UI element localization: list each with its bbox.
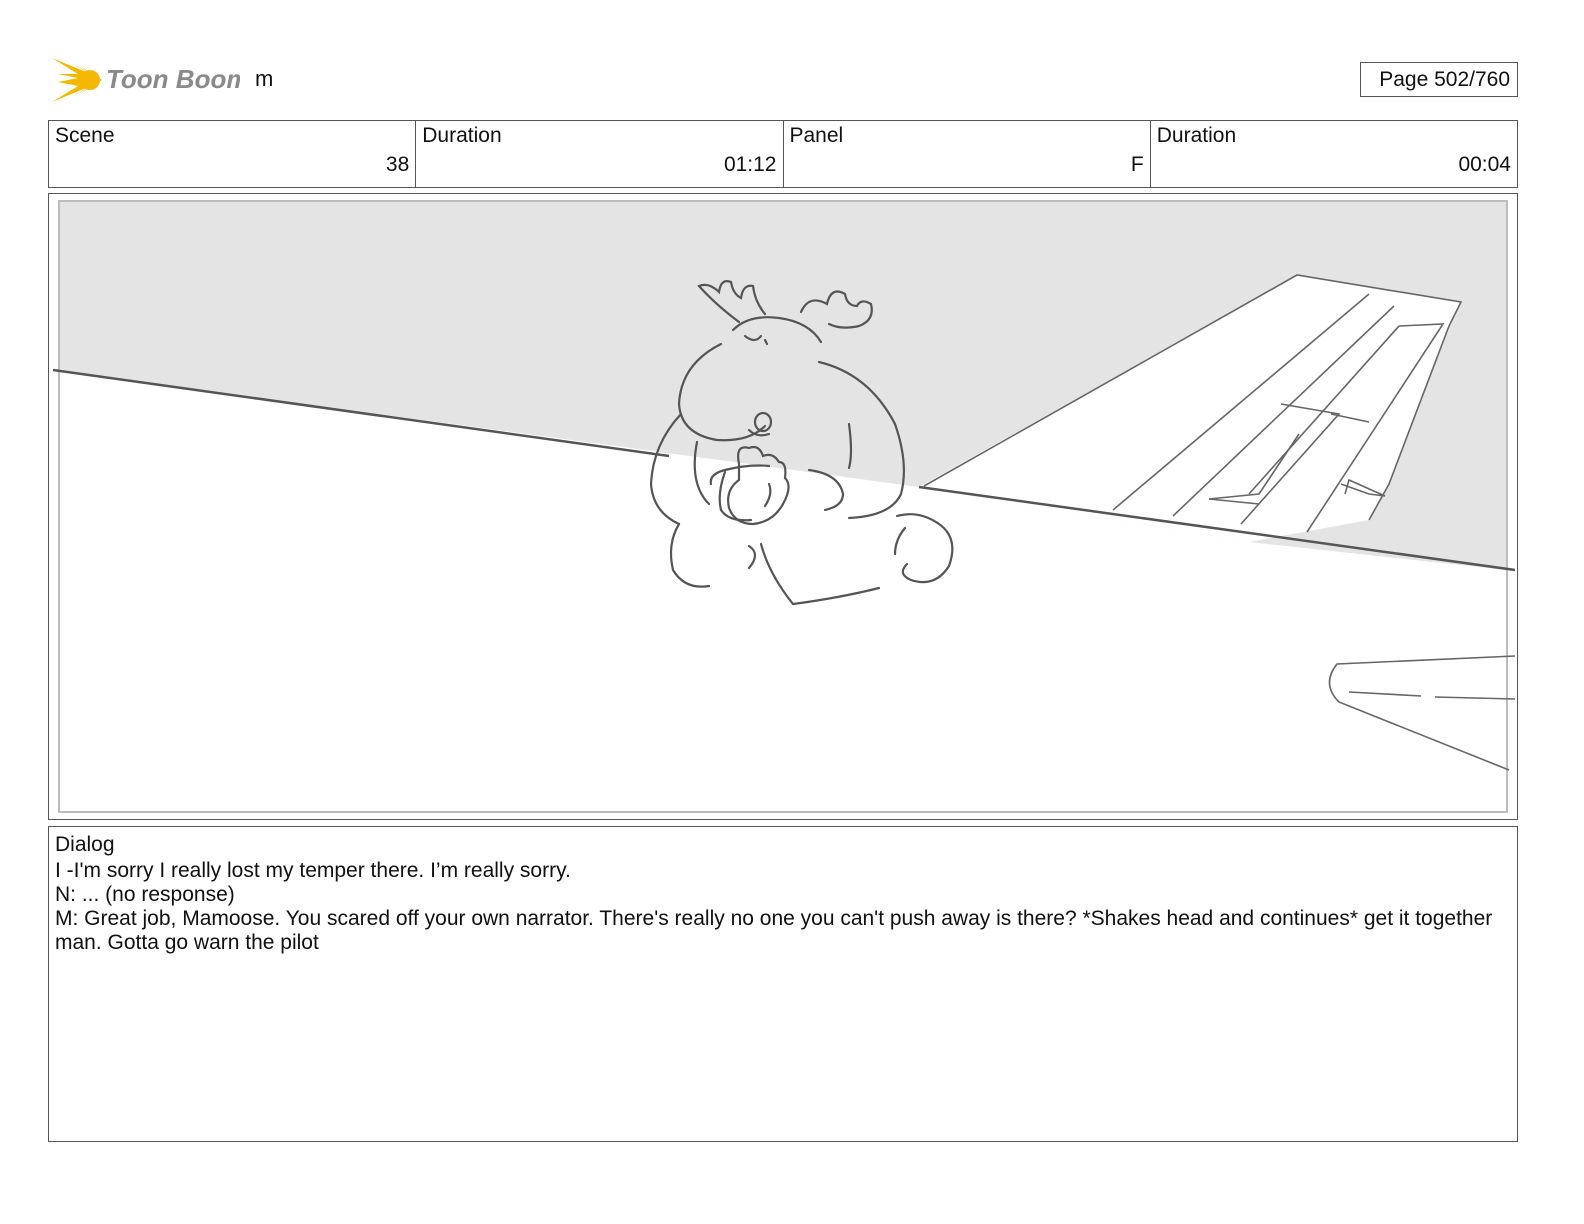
page-number: Page 502/760 (1360, 62, 1518, 97)
panel-duration-label: Duration (1156, 124, 1237, 147)
dialog-line: I -I'm sorry I really lost my temper there. I’m really sorry. (55, 859, 571, 882)
dialog-section (48, 826, 1518, 1142)
panel-cell (784, 121, 1151, 187)
project-name: m (255, 66, 274, 91)
dialog-line: M: Great job, Mamoose. You scared off your own narrator. There's really no one you can't push away is there? *Shakes head and continues* get it together man. Gotta go warn the pilot (55, 907, 1493, 954)
panel-sketch (49, 194, 1517, 819)
panel-duration-value: 00:04 (1458, 153, 1511, 176)
panel-duration-cell (1151, 121, 1517, 187)
storyboard-panel (48, 193, 1518, 820)
toon-boom-burst-icon (50, 52, 240, 108)
panel-info-row (48, 120, 1518, 188)
scene-duration-value: 01:12 (723, 153, 777, 176)
scene-duration-label: Duration (422, 124, 502, 147)
logo-text: Toon Boom (106, 64, 240, 94)
toon-boom-logo (50, 52, 240, 108)
dialog-line: N: ... (no response) (55, 883, 235, 906)
panel-label: Panel (789, 124, 844, 147)
scene-value: 38 (385, 153, 410, 176)
scene-duration-cell (416, 121, 783, 187)
panel-value: F (1130, 153, 1144, 176)
scene-label: Scene (55, 124, 115, 147)
scene-cell (49, 121, 416, 187)
dialog-label: Dialog (55, 833, 115, 856)
